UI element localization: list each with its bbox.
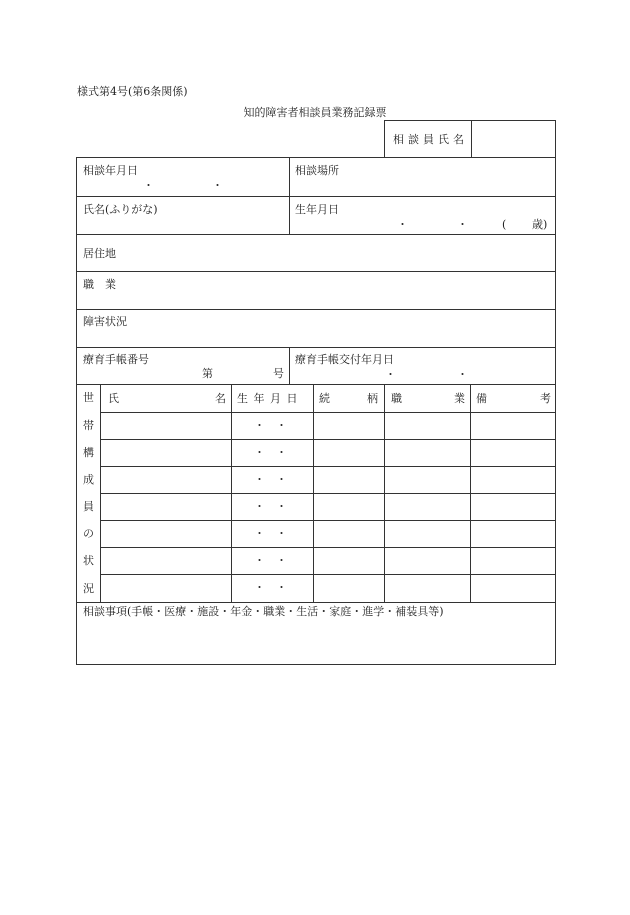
date-separator: ・ — [457, 368, 468, 381]
consult-date-label: 相談年月日 — [83, 164, 138, 177]
hh-row-name[interactable] — [105, 528, 225, 542]
hh-header-relation-right: 柄 — [367, 392, 378, 405]
hh-row-relation[interactable] — [319, 474, 379, 488]
residence-label: 居住地 — [83, 247, 116, 260]
counselor-name-label: 相談員氏名 — [393, 133, 468, 146]
hh-row-job[interactable] — [389, 447, 465, 461]
date-separator: ・ — [397, 218, 408, 231]
date-separator: ・ — [212, 179, 223, 192]
hh-row-relation[interactable] — [319, 447, 379, 461]
disability-label: 障害状況 — [83, 315, 127, 328]
hh-side-label-char: 成 — [83, 473, 94, 486]
birthdate-label: 生年月日 — [295, 203, 339, 216]
notebook-issue-date-label: 療育手帳交付年月日 — [295, 353, 394, 366]
notebook-number-label: 療育手帳番号 — [83, 353, 149, 366]
hh-row-name[interactable] — [105, 555, 225, 569]
hh-row-note[interactable] — [475, 555, 551, 569]
counselor-name-field[interactable] — [477, 134, 551, 148]
hh-row-birth: ・ ・ — [254, 527, 287, 540]
hh-side-label-char: 況 — [83, 582, 94, 595]
date-separator: ・ — [385, 368, 396, 381]
notebook-dai: 第 — [202, 367, 213, 380]
hh-row-job[interactable] — [389, 474, 465, 488]
hh-row-job[interactable] — [389, 582, 465, 596]
hh-row-note[interactable] — [475, 528, 551, 542]
form-number: 様式第4号(第6条関係) — [77, 85, 188, 98]
hh-row-relation[interactable] — [319, 582, 379, 596]
hh-row-relation[interactable] — [319, 420, 379, 434]
hh-header-name-right: 名 — [215, 392, 226, 405]
hh-side-label-char: 世 — [83, 391, 94, 404]
hh-row-birth: ・ ・ — [254, 581, 287, 594]
hh-header-job-left: 職 — [391, 392, 402, 405]
hh-side-label-char: 帯 — [83, 419, 94, 432]
hh-row-birth: ・ ・ — [254, 419, 287, 432]
hh-side-label-char: 状 — [83, 554, 94, 567]
hh-row-name[interactable] — [105, 420, 225, 434]
hh-row-name[interactable] — [105, 501, 225, 515]
record-form — [76, 157, 556, 665]
hh-row-name[interactable] — [105, 447, 225, 461]
hh-row-relation[interactable] — [319, 501, 379, 515]
hh-row-birth: ・ ・ — [254, 446, 287, 459]
hh-row-relation[interactable] — [319, 555, 379, 569]
hh-row-birth: ・ ・ — [254, 473, 287, 486]
date-separator: ・ — [457, 218, 468, 231]
hh-row-relation[interactable] — [319, 528, 379, 542]
hh-row-note[interactable] — [475, 501, 551, 515]
occupation-label: 職 業 — [83, 278, 116, 291]
hh-header-relation-left: 続 — [319, 392, 330, 405]
hh-row-name[interactable] — [105, 474, 225, 488]
hh-side-label-char: 構 — [83, 446, 94, 459]
hh-header-name-left: 氏 — [108, 392, 119, 405]
document-title: 知的障害者相談員業務記録票 — [243, 106, 387, 119]
hh-row-job[interactable] — [389, 555, 465, 569]
hh-header-note-left: 備 — [476, 392, 487, 405]
hh-side-label-char: 員 — [83, 500, 94, 513]
hh-row-note[interactable] — [475, 474, 551, 488]
hh-row-job[interactable] — [389, 420, 465, 434]
hh-row-note[interactable] — [475, 420, 551, 434]
hh-row-job[interactable] — [389, 501, 465, 515]
age-unit: 歳) — [532, 218, 548, 231]
consult-place-label: 相談場所 — [295, 164, 339, 177]
hh-row-job[interactable] — [389, 528, 465, 542]
hh-row-note[interactable] — [475, 447, 551, 461]
hh-header-job-right: 業 — [454, 392, 465, 405]
date-separator: ・ — [143, 179, 154, 192]
counselor-name-box — [384, 120, 556, 158]
hh-header-note-right: 考 — [540, 392, 551, 405]
hh-header-birth: 生 年 月 日 — [237, 392, 299, 405]
hh-row-birth: ・ ・ — [254, 554, 287, 567]
consultation-label: 相談事項(手帳・医療・施設・年金・職業・生活・家庭・進学・補装具等) — [83, 605, 444, 618]
hh-row-note[interactable] — [475, 582, 551, 596]
name-kana-label: 氏名(ふりがな) — [83, 203, 158, 216]
hh-row-birth: ・ ・ — [254, 500, 287, 513]
hh-row-name[interactable] — [105, 582, 225, 596]
notebook-go: 号 — [273, 367, 284, 380]
age-open: ( — [502, 218, 507, 231]
hh-side-label-char: の — [83, 527, 94, 540]
